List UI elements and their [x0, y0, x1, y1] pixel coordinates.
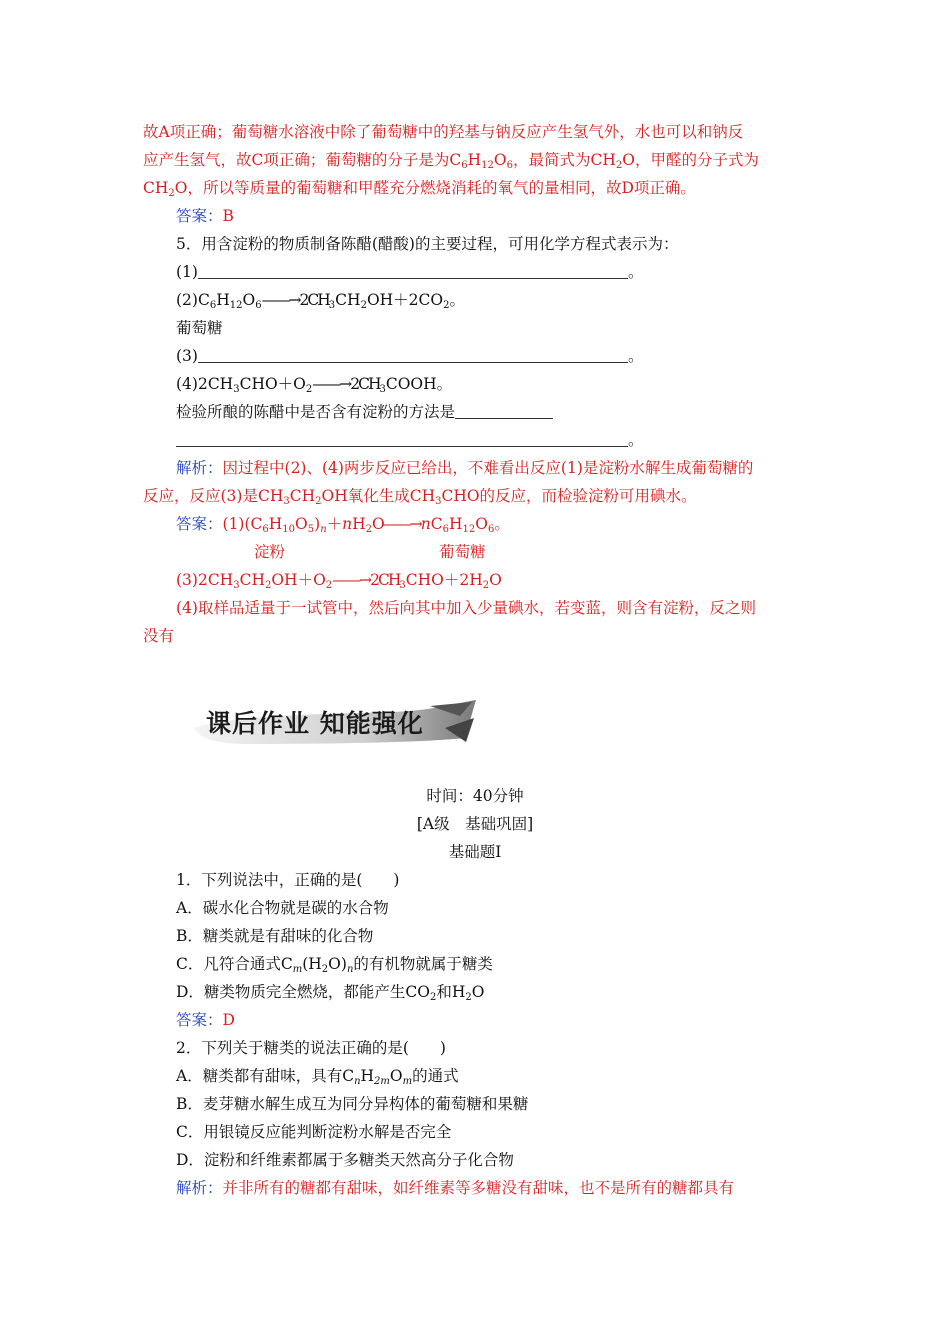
q5-answer-4: (4)取样品适量于一试管中，然后向其中加入少量碘水，若变蓝，则含有淀粉，反之则	[176, 599, 756, 617]
intro-line-1: 故A项正确；葡萄糖水溶液中除了葡萄糖中的羟基与钠反应产生氢气外，水也可以和钠反	[143, 123, 744, 141]
q5-answer-1: 答案：$(1)(C_6H_{10}O_5)_n+nH_2O——\to nC_6H_{12}O_6$。	[176, 515, 510, 535]
hw1-option-a: A．碳水化合物就是碳的水合物	[176, 899, 389, 917]
q5-test-question: 检验所酿的陈醋中是否含有淀粉的方法是	[176, 402, 553, 422]
hw1-option-b: B．糖类就是有甜味的化合物	[176, 927, 374, 945]
blank-line[interactable]	[198, 346, 628, 363]
hw2-option-a: A．糖类都有甜味，具有$C_nH_{2m}O_m$的通式	[176, 1067, 459, 1087]
banner-title: 课后作业 知能强化	[206, 709, 424, 738]
hw2-stem: 2．下列关于糖类的说法正确的是( )	[176, 1039, 446, 1057]
intro-line-2: 应产生氢气，故C项正确；葡萄糖的分子是为$C_6H_{12}O_6$，最简式为$CH_2O$，甲醛的分子式为	[143, 151, 759, 171]
hw1-option-c: C．凡符合通式$C_m(H_2O)_n$的有机物就属于糖类	[176, 955, 493, 975]
level-heading: [A级 基础巩固]	[416, 815, 534, 833]
q5-step-2-label: 葡萄糖	[176, 319, 223, 337]
q5-step-4: $(4)2CH_3CHO+O_2——\to 2CH_3COOH$。	[176, 375, 453, 395]
section-heading: 基础题Ⅰ	[448, 843, 502, 861]
q5-analysis-line-2: 反应，反应(3)是$CH_3CH_2OH$氧化生成$CH_3CHO$的反应，而检验淀粉可用碘水。	[143, 487, 697, 507]
q5-answer-label-glucose: 葡萄糖	[439, 543, 486, 561]
blank-line[interactable]	[455, 402, 553, 419]
hw2-option-d: D．淀粉和纤维素都属于多糖类天然高分子化合物	[176, 1151, 514, 1169]
q5-analysis-line-1: 解析：因过程中(2)、(4)两步反应已给出，不难看出反应(1)是淀粉水解生成葡萄糖的	[176, 459, 754, 477]
q5-step-2: $(2)C_6H_{12}O_6——\to 2CH_3CH_2OH+2CO_2$。	[176, 291, 465, 311]
q5-answer-3: $(3)2CH_3CH_2OH+O_2——\to 2CH_3CHO+2H_2O$	[176, 571, 502, 591]
hw2-option-c: C．用银镜反应能判断淀粉水解是否完全	[176, 1123, 452, 1141]
hw1-answer: 答案：D	[176, 1011, 235, 1029]
q5-step-1: (1) 。	[176, 263, 644, 281]
hw1-stem: 1．下列说法中，正确的是( )	[176, 871, 400, 889]
q5-answer-label-starch: 淀粉	[254, 543, 286, 561]
blank-line[interactable]	[198, 262, 628, 279]
hw2-analysis: 解析：并非所有的糖都有甜味，如纤维素等多糖没有甜味，也不是所有的糖都具有	[176, 1179, 735, 1197]
section-banner	[190, 692, 480, 754]
q5-test-blank: 。	[176, 430, 644, 450]
q5-step-3: (3) 。	[176, 347, 644, 365]
intro-line-3: $CH_2O$，所以等质量的葡萄糖和甲醛充分燃烧消耗的氧气的量相同，故D项正确。	[143, 179, 696, 199]
hw2-option-b: B．麦芽糖水解生成互为同分异构体的葡萄糖和果糖	[176, 1095, 529, 1113]
q5-stem: 5．用含淀粉的物质制备陈醋(醋酸)的主要过程，可用化学方程式表示为：	[176, 235, 679, 253]
blank-line[interactable]	[176, 430, 628, 447]
hw1-option-d: D．糖类物质完全燃烧，都能产生$CO_2$和$H_2O$	[176, 983, 485, 1003]
q4-answer: 答案：B	[176, 207, 234, 225]
q5-answer-4-cont: 没有	[143, 627, 175, 645]
time-limit: 时间：40分钟	[426, 787, 524, 805]
